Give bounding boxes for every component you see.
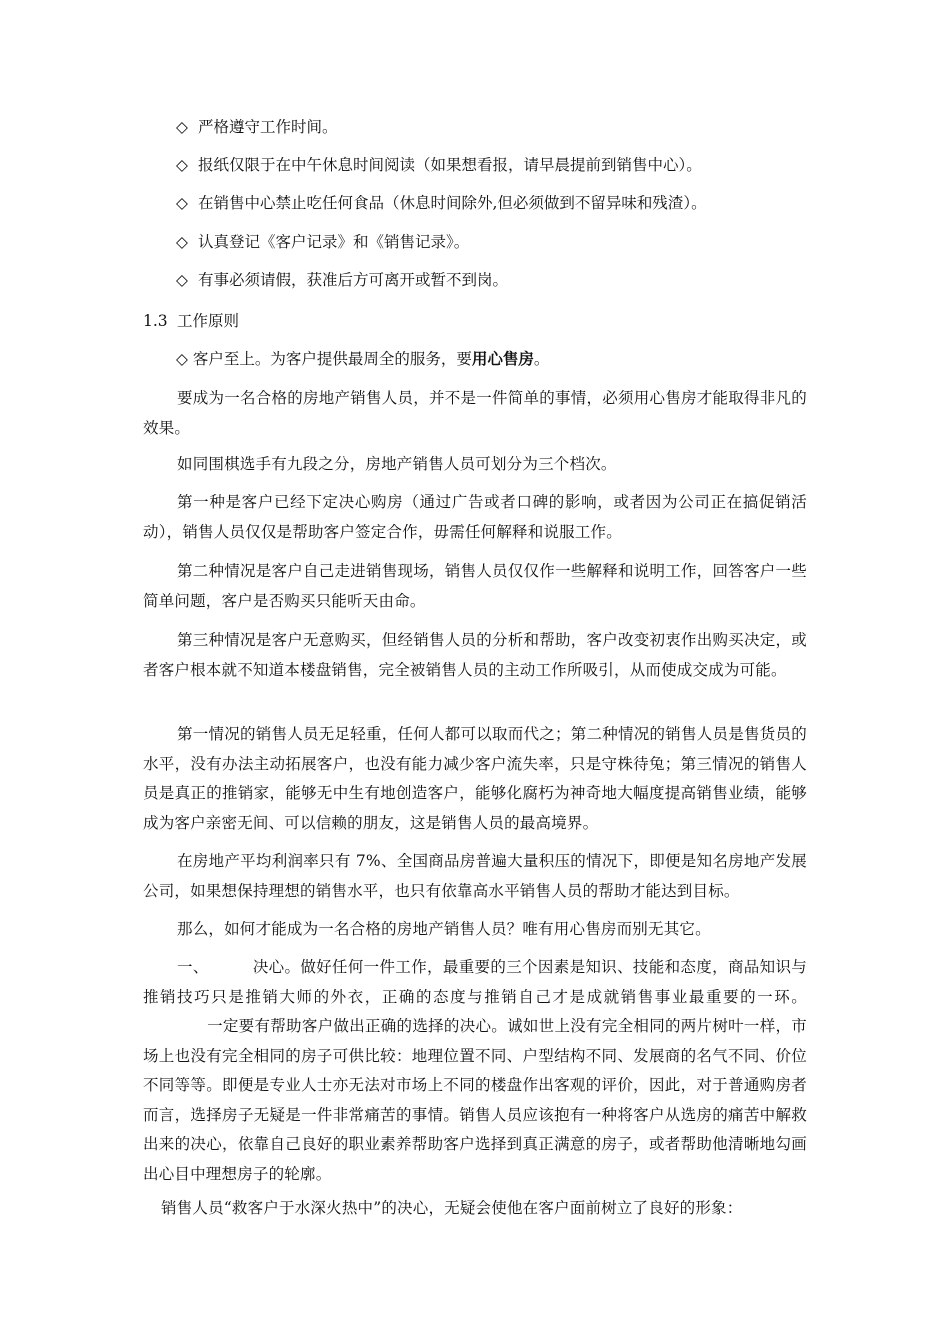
diamond-bullet-icon: ◇ xyxy=(176,156,188,174)
point-one-paragraph xyxy=(143,953,807,1189)
body-paragraph: 在房地产平均利润率只有 7%、全国商品房普遍大量积压的情况下，即便是知名房地产发展公司，如果想保持理想的销售水平，也只有依靠高水平销售人员的帮助才能达到目标。 xyxy=(143,852,807,900)
principle-text: 客户至上。为客户提供最周全的服务，要 xyxy=(192,350,472,368)
rule-text: 严格遵守工作时间。 xyxy=(198,118,338,136)
principle-end: 。 xyxy=(533,350,550,368)
body-paragraph: 第三种情况是客户无意购买，但经销售人员的分析和帮助，客户改变初衷作出购买决定，或者客户根本就不知道本楼盘销售，完全被销售人员的主动工作所吸引，从而使成交成为可能。 xyxy=(143,631,807,679)
rule-text: 认真登记《客户记录》和《销售记录》。 xyxy=(198,233,470,251)
section-heading xyxy=(143,310,239,332)
point-one-part1: 决心。做好任何一件工作，最重要的三个因素是知识、技能和态度，商品知识与推销技巧只是推销大师的外衣，正确的态度与推销自己才是成就销售事业最重要的一环。 xyxy=(143,958,807,1006)
principle-emphasis: 用心售房 xyxy=(471,350,534,368)
diamond-bullet-icon: ◇ xyxy=(176,118,188,136)
point-one-label: 一、 xyxy=(177,958,209,976)
principle-item xyxy=(176,348,816,370)
closing-paragraph: 销售人员“救客户于水深火热中”的决心，无疑会使他在客户面前树立了良好的形象： xyxy=(161,1199,743,1217)
rule-text: 在销售中心禁止吃任何食品（休息时间除外,但必须做到不留异味和残渣）。 xyxy=(198,194,707,212)
body-paragraph: 要成为一名合格的房地产销售人员，并不是一件简单的事情，必须用心售房才能取得非凡的效果。 xyxy=(143,389,807,437)
rule-item xyxy=(176,116,816,138)
point-one-part2: 一定要有帮助客户做出正确的选择的决心。诚如世上没有完全相同的两片树叶一样，市场上也没有完全相同的房子可供比较：地理位置不同、户型结构不同、发展商的名气不同、价位不同等等。即便是专业人士亦无法对市场上不同的楼盘作出客观的评价，因此，对于普通购房者而言，选择房子无疑是一件非常痛苦的事情。销售人员应该抱有一种将客户从选房的痛苦中解救出来的决心，依靠自己良好的职业素养帮助客户选择到真正满意的房子，或者帮助他清晰地勾画出心目中理想房子的轮廓。 xyxy=(143,1017,807,1183)
body-paragraph: 第一情况的销售人员无足轻重，任何人都可以取而代之；第二种情况的销售人员是售货员的水平，没有办法主动拓展客户，也没有能力减少客户流失率，只是守株待兔；第三情况的销售人员是真正的推销家，能够无中生有地创造客户，能够化腐朽为神奇地大幅度提高销售业绩，能够成为客户亲密无间、可以信赖的朋友，这是销售人员的最高境界。 xyxy=(143,725,807,832)
body-paragraph: 第一种是客户已经下定决心购房（通过广告或者口碑的影响，或者因为公司正在搞促销活动），销售人员仅仅是帮助客户签定合作，毋需任何解释和说服工作。 xyxy=(143,493,807,541)
diamond-bullet-icon: ◇ xyxy=(176,233,188,251)
diamond-bullet-icon: ◇ xyxy=(176,271,188,289)
rule-item xyxy=(176,231,816,253)
rule-text: 报纸仅限于在中午休息时间阅读（如果想看报，请早晨提前到销售中心）。 xyxy=(198,156,702,174)
rule-item xyxy=(176,154,816,176)
section-title: 工作原则 xyxy=(177,312,240,330)
rule-text: 有事必须请假，获准后方可离开或暂不到岗。 xyxy=(198,271,509,289)
diamond-bullet-icon: ◇ xyxy=(176,350,188,368)
section-number: 1.3 xyxy=(143,312,168,330)
body-paragraph: 第二种情况是客户自己走进销售现场，销售人员仅仅作一些解释和说明工作，回答客户一些简单问题，客户是否购买只能听天由命。 xyxy=(143,562,807,610)
body-paragraph: 那么，如何才能成为一名合格的房地产销售人员？唯有用心售房而别无其它。 xyxy=(177,920,711,938)
body-paragraph: 如同围棋选手有九段之分，房地产销售人员可划分为三个档次。 xyxy=(177,455,617,473)
rule-item xyxy=(176,192,816,214)
diamond-bullet-icon: ◇ xyxy=(176,194,188,212)
rule-item xyxy=(176,269,816,291)
